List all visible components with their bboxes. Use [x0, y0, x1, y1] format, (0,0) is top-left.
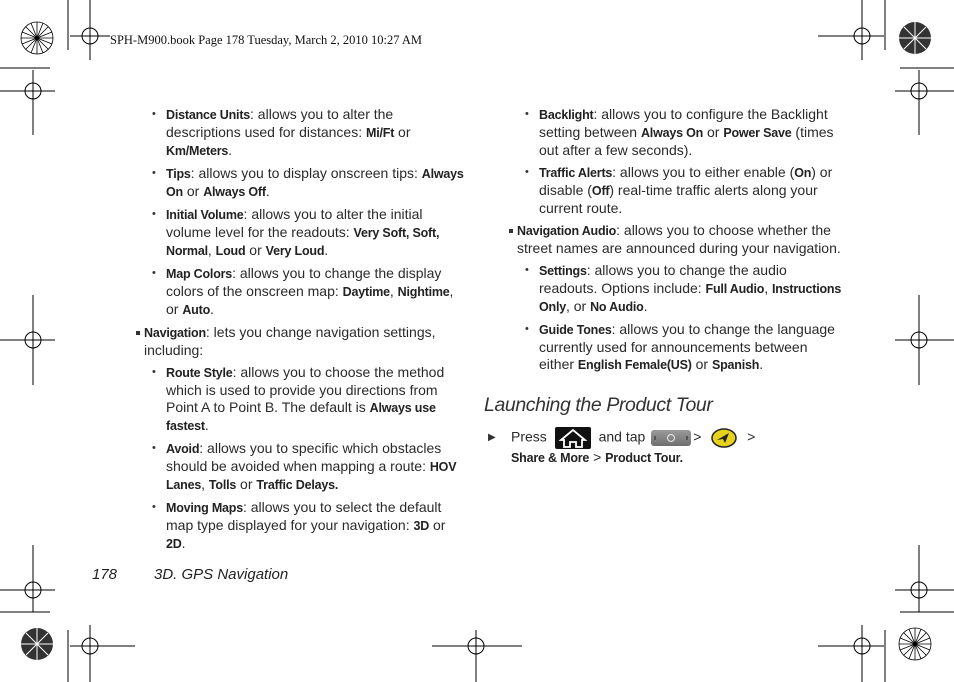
- list-item-guide-tones: [508, 321, 843, 374]
- navigation-app-icon: [709, 427, 739, 449]
- list-item-map-colors: [135, 265, 465, 319]
- option: Always Off: [203, 185, 266, 199]
- punct: .: [210, 301, 214, 317]
- option: Auto: [182, 303, 211, 317]
- term: Navigation: [144, 326, 206, 340]
- term: Initial Volume: [166, 208, 244, 222]
- right-column: [508, 106, 843, 379]
- option: Instructions Only: [539, 282, 842, 314]
- term: Distance Units: [166, 108, 251, 122]
- conj: or: [394, 124, 411, 140]
- option: Always use fastest: [166, 401, 436, 433]
- desc: : allows you to choose whether the street names are announced during your navigation.: [517, 222, 841, 256]
- arrow-bullet-icon: ▶: [488, 432, 496, 443]
- option: Very Loud: [265, 244, 325, 258]
- desc: : lets you change navigation settings, including:: [144, 324, 436, 358]
- term: Avoid: [166, 442, 200, 456]
- punct: .: [204, 417, 209, 433]
- term: Moving Maps: [166, 501, 243, 515]
- punct: .: [228, 142, 233, 158]
- sep: ,: [201, 476, 209, 492]
- option: Tolls: [208, 478, 237, 492]
- option: Traffic Delays.: [256, 478, 339, 492]
- option: HOV Lanes: [166, 460, 457, 492]
- option: No Audio: [590, 300, 644, 314]
- page-number: 178: [92, 566, 118, 583]
- navigation-app-glyph: [709, 427, 739, 449]
- conj: , or: [166, 283, 454, 317]
- option: 2D: [166, 537, 182, 551]
- term: Traffic Alerts: [539, 166, 613, 180]
- menu-key-icon: [651, 430, 691, 446]
- menu-path-product-tour: Product Tour.: [605, 451, 683, 465]
- conj: or: [691, 356, 712, 372]
- list-item-distance-units: [135, 106, 465, 160]
- option: Power Save: [723, 126, 792, 140]
- menu-key-glyph: [651, 430, 691, 446]
- desc: ) real-time traffic alerts along your current route.: [539, 182, 818, 216]
- option: Loud: [215, 244, 246, 258]
- desc: : allows you to either enable (: [612, 164, 795, 180]
- page-footer: [92, 566, 288, 583]
- desc: ) or disable (: [539, 164, 833, 198]
- option: Very Soft, Soft, Normal: [166, 226, 440, 258]
- list-item-initial-volume: [135, 206, 465, 260]
- punct: .: [265, 183, 270, 199]
- desc: : allows you to specific which obstacles should be avoided when mapping a route:: [166, 440, 442, 474]
- left-column: [135, 106, 465, 558]
- term: Route Style: [166, 366, 233, 380]
- conj: or: [703, 124, 724, 140]
- desc: : allows you to select the default map type displayed for your navigation:: [166, 499, 442, 533]
- print-header: SPH-M900.book Page 178 Tuesday, March 2, 2010 10:27 AM: [110, 33, 423, 47]
- term: Navigation Audio: [517, 224, 617, 238]
- term: Guide Tones: [539, 323, 612, 337]
- desc: : allows you to display onscreen tips:: [190, 165, 422, 181]
- list-item-tips: [135, 165, 465, 201]
- option: Spanish: [711, 358, 760, 372]
- sep: ,: [764, 280, 772, 296]
- conj: or: [236, 476, 257, 492]
- conj: or: [182, 183, 204, 199]
- step-separator: >: [693, 428, 702, 445]
- home-icon-glyph: [555, 427, 591, 449]
- desc: : allows you to change the audio readouts. Options include:: [539, 262, 787, 296]
- sep: ,: [389, 283, 398, 299]
- list-item-navigation-audio: [508, 222, 843, 257]
- option: Full Audio: [705, 282, 765, 296]
- option: Km/Meters: [166, 144, 229, 158]
- list-item-avoid: [135, 440, 465, 494]
- list-item-navigation: [135, 324, 465, 359]
- home-icon: [555, 427, 591, 449]
- option: Off: [591, 184, 610, 198]
- punct: .: [324, 242, 329, 258]
- section-heading: Launching the Product Tour: [484, 394, 713, 416]
- chapter-title: 3D. GPS Navigation: [154, 566, 289, 583]
- step-text: and tap: [598, 428, 646, 445]
- punct: .: [181, 535, 186, 551]
- option: Always On: [166, 167, 464, 199]
- desc: : allows you to change the language currently used for announcements between either: [539, 321, 835, 372]
- conj: , or: [565, 298, 591, 314]
- term: Settings: [539, 264, 587, 278]
- option: Daytime: [342, 285, 390, 299]
- desc: : allows you to choose the method which is used to provide you directions from Point A to Point B. The default is: [166, 364, 445, 415]
- term: Tips: [166, 167, 191, 181]
- sep: ,: [207, 242, 216, 258]
- term: Map Colors: [166, 267, 233, 281]
- list-item-traffic-alerts: [508, 164, 843, 217]
- instruction-step: [488, 427, 848, 467]
- desc: : allows you to configure the Backlight setting between: [539, 106, 828, 140]
- conj: or: [245, 242, 266, 258]
- desc: : allows you to alter the descriptions used for distances:: [166, 106, 394, 140]
- list-item-moving-maps: [135, 499, 465, 553]
- punct: .: [759, 356, 764, 372]
- conj: or: [429, 517, 446, 533]
- option: 3D: [413, 519, 430, 533]
- step-body: [488, 427, 848, 467]
- list-item-backlight: [508, 106, 843, 159]
- punct: .: [643, 298, 648, 314]
- step-text: Press: [511, 428, 547, 445]
- term: Backlight: [539, 108, 594, 122]
- list-item-route-style: [135, 364, 465, 435]
- step-separator: >: [747, 428, 756, 445]
- step-separator: >: [593, 449, 602, 465]
- desc: (times out after a few seconds).: [539, 124, 834, 158]
- option: Mi/Ft: [366, 126, 395, 140]
- list-item-settings: [508, 262, 843, 316]
- desc: : allows you to alter the initial volume level for the readouts:: [166, 206, 423, 240]
- desc: : allows you to change the display colors of the onscreen map:: [166, 265, 442, 299]
- option: On: [794, 166, 812, 180]
- option: Nightime: [397, 285, 450, 299]
- option: English Female(US): [577, 358, 692, 372]
- option: Always On: [640, 126, 704, 140]
- menu-path-share-more: Share & More: [511, 451, 590, 465]
